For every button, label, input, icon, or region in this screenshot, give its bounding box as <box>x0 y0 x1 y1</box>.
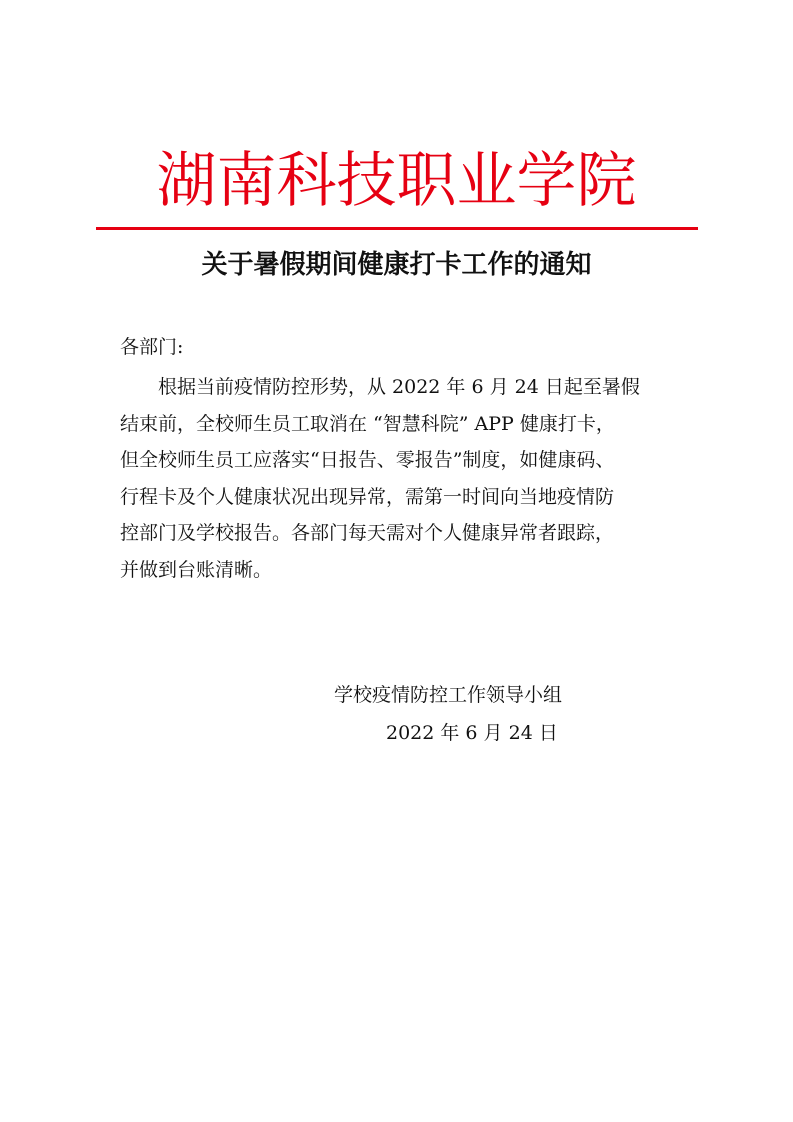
red-header-rule <box>96 227 698 230</box>
body-line: 并做到台账清晰。 <box>120 558 273 581</box>
body-line: 但全校师生员工应落实“日报告、零报告”制度，如健康码、 <box>120 449 615 472</box>
salutation: 各部门: <box>120 336 184 358</box>
body-line: 根据当前疫情防控形势，从 2022 年 6 月 24 日起至暑假 <box>158 376 640 398</box>
body-line: 结束前，全校师生员工取消在 “智慧科院” APP 健康打卡， <box>120 412 615 435</box>
organization-title: 湖南科技职业学院 <box>156 146 637 216</box>
signature: 学校疫情防控工作领导小组 <box>334 684 563 706</box>
issue-date: 2022 年 6 月 24 日 <box>386 722 558 744</box>
body-line: 行程卡及个人健康状况出现异常，需第一时间向当地疫情防 <box>120 485 615 508</box>
body-line: 控部门及学校报告。各部门每天需对个人健康异常者跟踪， <box>120 522 615 545</box>
notice-body <box>120 369 680 589</box>
notice-title: 关于暑假期间健康打卡工作的通知 <box>201 250 592 280</box>
